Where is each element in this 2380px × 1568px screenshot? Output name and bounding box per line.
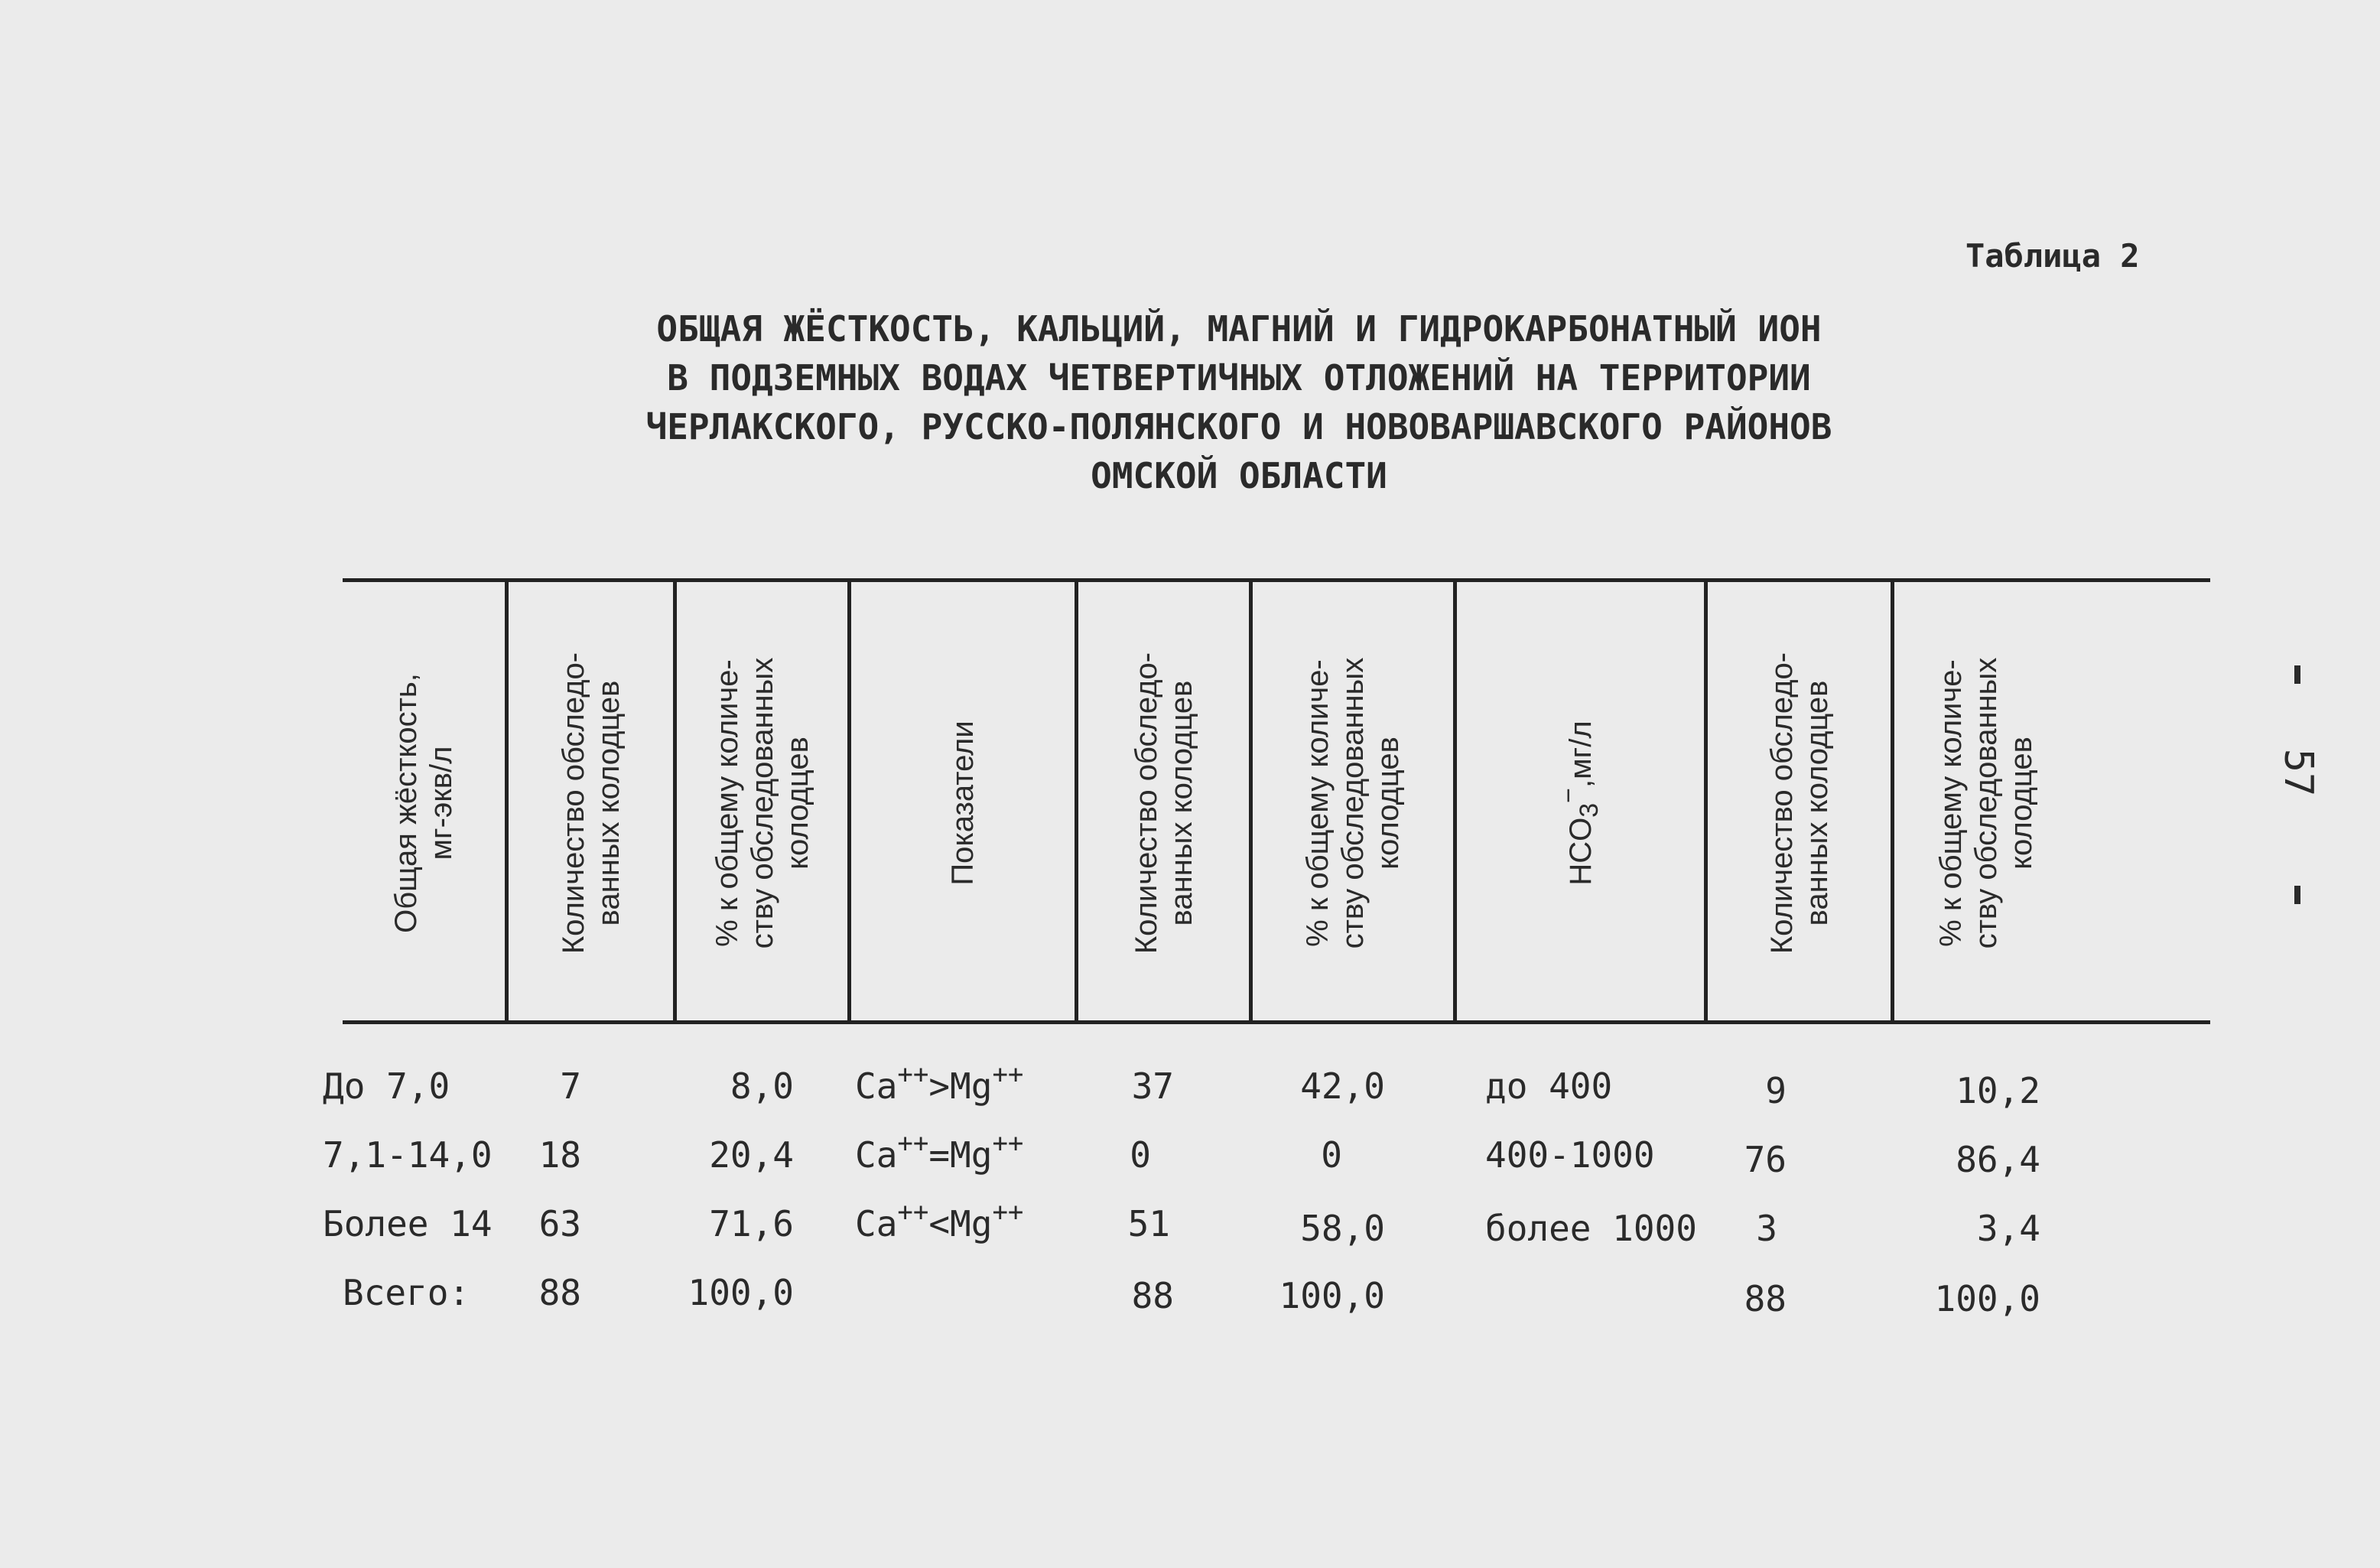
table-label: Таблица 2 [1965,237,2140,275]
cell-percent-1: 8,0 [730,1065,794,1107]
header-line: Общая жёсткость, [389,673,423,933]
table-title [627,304,1851,500]
cell-hardness: 7,1-14,0 [323,1134,493,1176]
cell-indicator: Ca++>Mg++ [855,1059,1024,1107]
header-line: ванных колодцев [591,680,626,926]
cell-percent-2: 42,0 [1300,1065,1385,1107]
cell-percent-3: 86,4 [1956,1139,2040,1180]
header-hardness [343,589,505,1017]
cell-percent-2: 58,0 [1300,1208,1385,1249]
header-percent-1 [677,589,847,1017]
cell-total-percent-3: 100,0 [1934,1278,2040,1319]
header-line: колодцев [1371,737,1405,870]
header-line: Показатели [946,721,980,886]
cell-count-1: 7 [560,1065,581,1107]
header-line [1553,721,1604,886]
page-number [2264,665,2333,910]
cell-hco3: 400-1000 [1485,1134,1655,1176]
header-line: Количество обследо- [1764,652,1799,955]
cell-indicator: Ca++<Mg++ [855,1196,1024,1244]
hco3-formula: HCO [1563,817,1598,886]
cell-count-2: 37 [1131,1065,1174,1107]
header-line: ству обследованных [1336,657,1370,949]
header-line: % к общему количе- [1301,659,1335,947]
cell-percent-1: 71,6 [709,1203,794,1244]
header-line: % к общему количе- [710,659,744,947]
cell-total-label: Всего: [343,1272,470,1313]
header-hco3 [1457,589,1704,1017]
cell-hardness: До 7,0 [323,1065,450,1107]
header-line: ству обследованных [1969,657,2003,949]
header-count-1 [509,589,673,1017]
cell-count-3: 9 [1765,1070,1787,1111]
cell-count-2: 0 [1130,1134,1151,1176]
cell-hco3: более 1000 [1485,1208,1697,1249]
table-top-rule [343,578,2210,582]
cell-total-count-3: 88 [1744,1278,1787,1319]
cell-count-1: 18 [538,1134,581,1176]
cell-total-count-1: 88 [538,1272,581,1313]
cell-count-2: 51 [1127,1203,1170,1244]
header-line: % к общему количе- [1934,659,1968,947]
cell-total-percent-2: 100,0 [1279,1275,1385,1316]
page-number-value: 57 [2275,748,2321,797]
header-line: Количество обследо- [1129,652,1163,955]
header-percent-3 [1894,589,2078,1017]
hco3-subscript: 3 [1574,802,1604,818]
cell-total-count-2: 88 [1131,1275,1174,1316]
title-line: ЧЕРЛАКСКОГО, РУССКО-ПОЛЯНСКОГО И НОВОВАРШАВСКОГО РАЙОНОВ [645,406,1832,447]
header-indicators [851,589,1075,1017]
hco3-superscript: − [1553,787,1583,803]
header-line: мг-экв/л [424,746,458,860]
header-line: Количество обследо- [556,652,590,955]
cell-percent-2: 0 [1321,1134,1342,1176]
cell-total-percent-1: 100,0 [688,1272,794,1313]
table-header-rule [343,1020,2210,1024]
header-line: колодцев [2004,737,2038,870]
header-line: колодцев [780,737,814,870]
cell-percent-3: 3,4 [1976,1208,2040,1249]
hco3-unit: ,мг/л [1563,721,1598,788]
header-line: ванных колодцев [1800,680,1834,926]
header-count-2 [1078,589,1249,1017]
header-count-3 [1708,589,1891,1017]
title-line: ОМСКОЙ ОБЛАСТИ [1091,455,1387,496]
title-line: В ПОДЗЕМНЫХ ВОДАХ ЧЕТВЕРТИЧНЫХ ОТЛОЖЕНИЙ НА ТЕРРИТОРИИ [667,357,1811,399]
header-line: ству обследованных [745,657,779,949]
header-percent-2 [1253,589,1453,1017]
cell-indicator: Ca++=Mg++ [855,1127,1024,1176]
cell-count-1: 63 [538,1203,581,1244]
cell-percent-3: 10,2 [1956,1070,2040,1111]
cell-percent-1: 20,4 [709,1134,794,1176]
cell-hardness: Более 14 [323,1203,493,1244]
cell-count-3: 76 [1744,1139,1787,1180]
page-number-dash [2294,665,2300,684]
cell-count-3: 3 [1756,1208,1777,1249]
cell-hco3: до 400 [1485,1065,1613,1107]
header-line: ванных колодцев [1164,680,1198,926]
page-number-dash [2294,886,2300,904]
title-line: ОБЩАЯ ЖЁСТКОСТЬ, КАЛЬЦИЙ, МАГНИЙ И ГИДРОКАРБОНАТНЫЙ ИОН [656,308,1822,350]
